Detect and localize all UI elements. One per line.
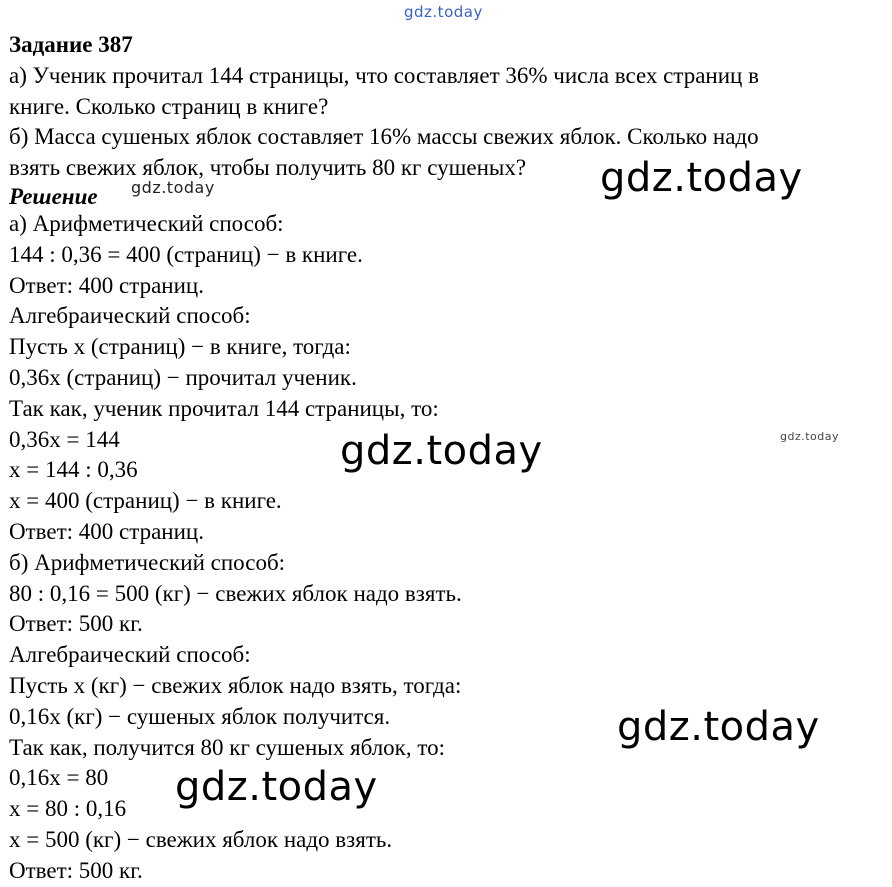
task-title: Задание 387 (9, 32, 133, 57)
solution-line: Пусть х (страниц) − в книге, тогда: (9, 334, 351, 360)
solution-lines (9, 209, 889, 887)
solution-line: 80 : 0,16 = 500 (кг) − свежих яблок надо взять. (9, 580, 462, 606)
solution-line: б) Арифметический способ: (9, 549, 286, 575)
solution-line: х = 144 : 0,36 (9, 457, 138, 483)
solution-line: 0,16х (кг) − сушеных яблок получится. (9, 703, 391, 729)
watermark-tiny: gdz.today (780, 430, 840, 443)
problem-line: б) Масса сушеных яблок составляет 16% массы свежих яблок. Сколько надо (9, 124, 759, 150)
solution-heading: Решение (9, 183, 98, 209)
watermark-large: gdz.today (600, 155, 803, 201)
solution-line: х = 80 : 0,16 (9, 796, 127, 822)
solution-line: Ответ: 400 страниц. (9, 518, 204, 544)
solution-line: Так как, ученик прочитал 144 страницы, то: (9, 395, 439, 421)
solution-line: 0,36х = 144 (9, 426, 120, 452)
problem-line: взять свежих яблок, чтобы получить 80 кг сушеных? (9, 155, 527, 181)
solution-line: Так как, получится 80 кг сушеных яблок, то: (9, 734, 445, 760)
solution-line: х = 400 (страниц) − в книге. (9, 488, 282, 514)
solution-line: Алгебраический способ: (9, 642, 251, 668)
watermark-top: gdz.today (404, 3, 483, 21)
solution-line: х = 500 (кг) − свежих яблок надо взять. (9, 826, 393, 852)
solution-line: 0,36х (страниц) − прочитал ученик. (9, 364, 357, 390)
watermark-large: gdz.today (175, 764, 378, 810)
watermark-large: gdz.today (617, 704, 820, 750)
solution-line: Ответ: 500 кг. (9, 611, 143, 637)
solution-line: Ответ: 400 страниц. (9, 272, 204, 298)
solution-line: а) Арифметический способ: (9, 210, 284, 236)
solution-line: Алгебраический способ: (9, 303, 251, 329)
watermark-small: gdz.today (131, 178, 215, 197)
solution-line: 144 : 0,36 = 400 (страниц) − в книге. (9, 241, 363, 267)
watermark-large: gdz.today (340, 428, 543, 474)
problem-line: книге. Сколько страниц в книге? (9, 93, 329, 119)
solution-line: 0,16х = 80 (9, 765, 109, 791)
problem-line: а) Ученик прочитал 144 страницы, что составляет 36% числа всех страниц в (9, 62, 759, 88)
solution-line: Ответ: 500 кг. (9, 857, 143, 883)
solution-line: Пусть х (кг) − свежих яблок надо взять, тогда: (9, 672, 462, 698)
